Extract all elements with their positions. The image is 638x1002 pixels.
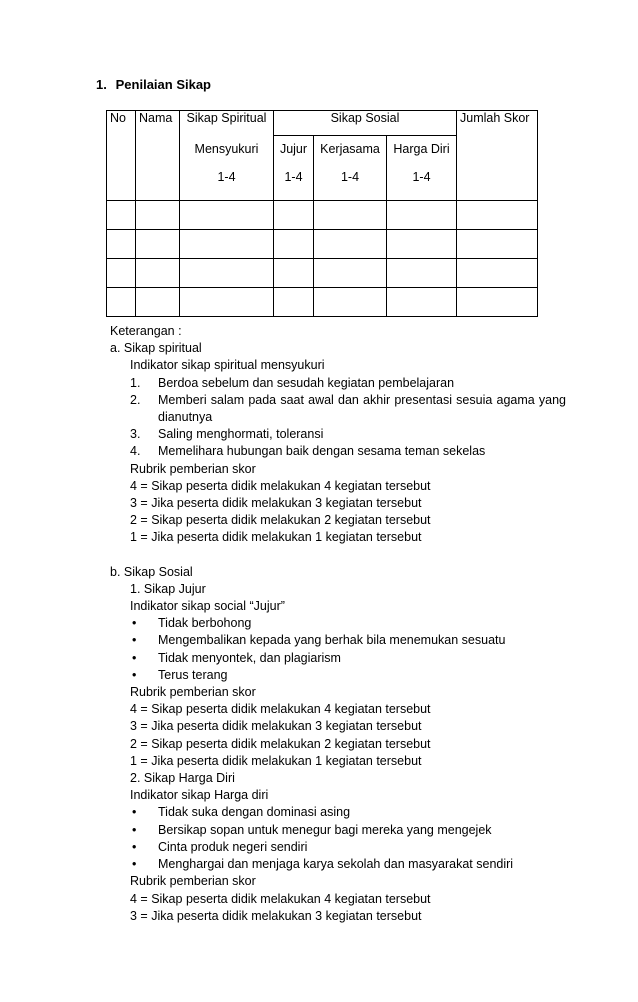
header-spiritual: Sikap Spiritual [180,111,274,136]
keterangan-label: Keterangan : [110,324,182,338]
list-item: • Mengembalikan kepada yang berhak bila menemukan sesuatu [132,633,506,648]
rubric-line: 2 = Sikap peserta didik melakukan 2 kegiatan tersebut [130,736,431,751]
table-row [107,230,538,259]
rubric-title: Rubrik pemberian skor [130,461,256,476]
harga-diri-heading: 2. Sikap Harga Diri [130,771,235,786]
jujur-indicator: Indikator sikap social “Jujur” [130,599,285,614]
table-row [107,259,538,288]
rubric-title: Rubrik pemberian skor [130,874,256,889]
list-item: • Tidak menyontek, dan plagiarism [132,650,341,665]
rubric-line: 4 = Sikap peserta didik melakukan 4 kegiatan tersebut [130,891,431,906]
subheader-range: 1-4 [340,170,360,184]
subheader-range: 1-4 [412,170,431,184]
rubric-line: 3 = Jika peserta didik melakukan 3 kegiatan tersebut [130,908,422,923]
assessment-table [106,110,538,317]
sikap-spiritual-title: a. Sikap spiritual [110,341,202,356]
header-sosial: Sikap Sosial [274,111,457,136]
table-row [107,201,538,230]
subheader-range: 1-4 [284,170,303,184]
table-row [107,288,538,317]
harga-diri-indicator: Indikator sikap Harga diri [130,788,269,803]
list-item: 4. Memelihara hubungan baik dengan sesama teman sekelas [130,444,486,459]
subheader-harga-diri [387,136,457,201]
notes [110,323,566,925]
jujur-heading: 1. Sikap Jujur [130,581,206,596]
rubric-line: 4 = Sikap peserta didik melakukan 4 kegiatan tersebut [130,702,431,717]
section-title-text: Penilaian Sikap [115,77,211,92]
rubric-line: 4 = Sikap peserta didik melakukan 4 kegiatan tersebut [130,478,431,493]
rubric-line: 3 = Jika peserta didik melakukan 3 kegiatan tersebut [130,496,422,511]
spiritual-indicator: Indikator sikap spiritual mensyukuri [130,358,325,373]
list-item: • Tidak suka dengan dominasi asing [132,805,351,820]
list-item: • Bersikap sopan untuk menegur bagi mereka yang mengejek [132,822,492,837]
harga-diri-bullets [110,804,566,873]
section-title [96,77,211,92]
list-item: • Terus terang [132,667,228,682]
rubric-line: 1 = Jika peserta didik melakukan 1 kegiatan tersebut [130,530,422,545]
header-nama: Nama [136,111,180,201]
subheader-label: Harga Diri [393,142,450,156]
subheader-label: Jujur [279,142,308,156]
spiritual-indicator-list [110,375,566,461]
subheader-range: 1-4 [217,169,236,184]
subheader-jujur [274,136,314,201]
rubric-line: 1 = Jika peserta didik melakukan 1 kegiatan tersebut [130,753,422,768]
header-jumlah-skor: Jumlah Skor [457,111,538,201]
sikap-sosial-title: b. Sikap Sosial [110,564,193,579]
rubric-line: 2 = Sikap peserta didik melakukan 2 kegiatan tersebut [130,513,431,528]
subheader-kerjasama [314,136,387,201]
list-item: 1. Berdoa sebelum dan sesudah kegiatan pembelajaran [130,375,455,390]
header-no: No [107,111,136,201]
jujur-bullets [110,615,566,684]
rubric-line: 3 = Jika peserta didik melakukan 3 kegiatan tersebut [130,719,422,734]
rubric-title: Rubrik pemberian skor [130,685,256,700]
list-item: • Cinta produk negeri sendiri [132,839,308,854]
subheader-label: Kerjasama [320,142,380,156]
list-item: 2. Memberi salam pada saat awal dan akhir presentasi sesuia agama yang dianutnya [130,392,566,425]
table-header-row [107,111,538,136]
list-item: • Menghargai dan menjaga karya sekolah dan masyarakat sendiri [132,857,514,872]
list-item: • Tidak berbohong [132,616,252,631]
section-number: 1. [96,77,107,92]
subheader-mensyukuri [180,136,274,201]
list-item: 3. Saling menghormati, toleransi [130,427,324,442]
subheader-label: Mensyukuri [194,141,259,156]
